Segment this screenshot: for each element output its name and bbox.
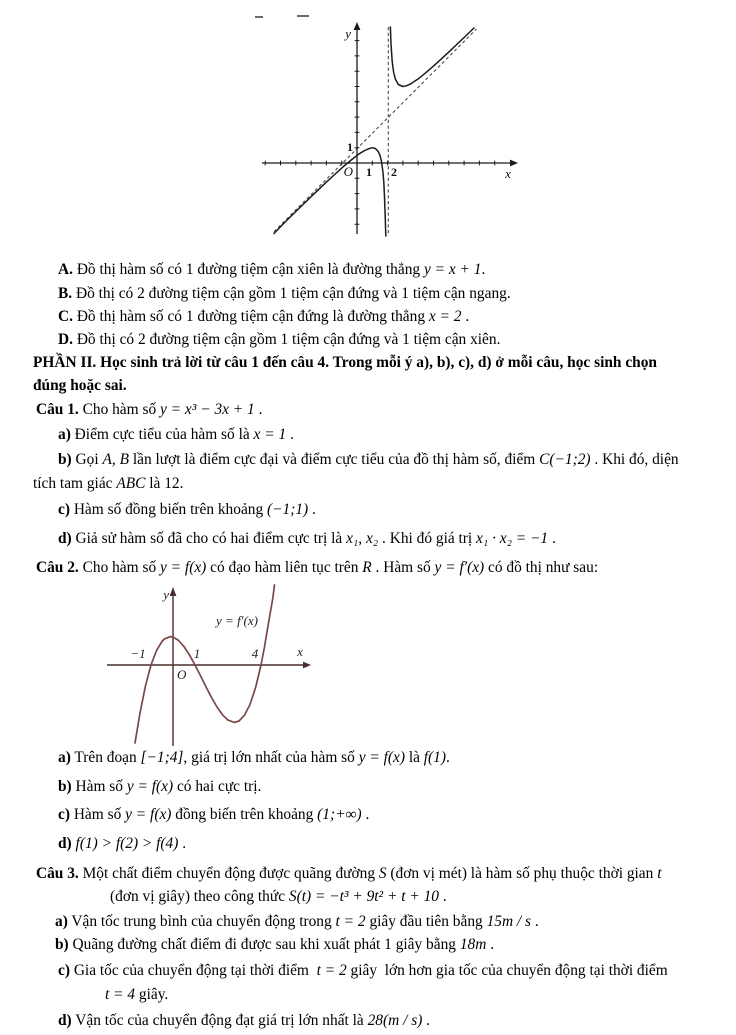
part2-header-line1: PHẦN II. Học sinh trả lời từ câu 1 đến câu 4. Trong mỗi ý a), b), c), d) ở mỗi câu, học sinh chọn (33, 354, 657, 371)
option-d: D. Đồ thị có 2 đường tiệm cận gồm 1 tiệm cận đứng và 1 tiệm cận xiên. (58, 331, 501, 348)
y-axis-arrow-icon (170, 587, 177, 596)
option-a: A. Đồ thị hàm số có 1 đường tiệm cận xiên là đường thẳng y = x + 1. (58, 261, 486, 278)
page-artifact-dashes (255, 16, 309, 17)
q3-c-line2: t = 4 giây. (105, 986, 169, 1003)
graph1-origin-label: O (343, 164, 353, 179)
q3-a: a) Vận tốc trung bình của chuyển động trong t = 2 giây đầu tiên bằng 15m / s . (55, 913, 539, 930)
graph2-x-label: x (297, 644, 303, 659)
q1-c: c) Hàm số đồng biến trên khoảng (−1;1) . (58, 501, 316, 518)
graph1-axes (262, 28, 510, 234)
q3-stem-line2: (đơn vị giây) theo công thức S(t) = −t³ + 9t² + t + 10 . (110, 888, 447, 905)
graph1-y-label: y (345, 26, 351, 41)
q1-b-line1: b) Gọi A, B lần lượt là điểm cực đại và điểm cực tiểu của đồ thị hàm số, điểm C(−1;2) . Khi đó, diện (58, 451, 679, 468)
q2-b: b) Hàm số y = f(x) có hai cực trị. (58, 778, 262, 795)
option-c: C. Đồ thị hàm số có 1 đường tiệm cận đứng là đường thẳng x = 2 . (58, 308, 470, 325)
oblique-asymptote-dashed (274, 29, 477, 232)
f-prime-curve (135, 585, 275, 743)
q1-d: d) Giả sử hàm số đã cho có hai điểm cực trị là x₁, x₂ . Khi đó giá trị x₁ · x₂ = −1 . (58, 530, 556, 547)
function-graph-1 (250, 14, 530, 242)
curve-left-branch (274, 148, 386, 236)
x-axis-arrow-icon (303, 662, 311, 669)
q2-c: c) Hàm số y = f(x) đồng biến trên khoảng (1;+∞) . (58, 806, 370, 823)
q3-d: d) Vận tốc của chuyển động đạt giá trị lớn nhất là 28(m / s) . (58, 1012, 431, 1029)
graph2-origin-label: O (177, 667, 187, 682)
q2-a: a) Trên đoạn [−1;4], giá trị lớn nhất của hàm số y = f(x) là f(1). (58, 749, 450, 766)
graph2-y-label: y (163, 587, 169, 602)
graph2-xtick-m1-label: −1 (130, 646, 146, 661)
q3-stem-line1: Câu 3. Một chất điểm chuyển động được quãng đường S (đơn vị mét) là hàm số phụ thuộc thời gian t (36, 865, 662, 882)
graph2-curve-label: y = f′(x) (216, 613, 258, 628)
q1-b-line2: tích tam giác ABC là 12. (33, 475, 184, 492)
graph2-axes (107, 594, 303, 746)
part2-header-line2: đúng hoặc sai. (33, 377, 127, 394)
graph1-xtick2-label: 2 (391, 165, 397, 179)
graph2-xtick-1-label: 1 (193, 646, 201, 661)
q3-c-line1: c) Gia tốc của chuyển động tại thời điểm t = 2 giây lớn hơn gia tốc của chuyển động tại thời điểm (58, 962, 668, 979)
option-b: B. Đồ thị có 2 đường tiệm cận gồm 1 tiệm cận đứng và 1 tiệm cận ngang. (58, 285, 511, 302)
q1-stem: Câu 1. Cho hàm số y = x³ − 3x + 1 . (36, 401, 263, 418)
curve-right-branch (390, 27, 474, 87)
graph1-xtick1-label: 1 (366, 165, 372, 179)
q2-stem: Câu 2. Cho hàm số y = f(x) có đạo hàm liên tục trên R . Hàm số y = f′(x) có đồ thị như sau: (36, 559, 599, 576)
q3-b: b) Quãng đường chất điểm đi được sau khi xuất phát 1 giây bằng 18m . (55, 936, 495, 953)
x-axis-arrow-icon (510, 160, 518, 167)
q2-d: d) f(1) > f(2) > f(4) . (58, 835, 187, 852)
graph1-x-label: x (505, 166, 511, 181)
graph1-tick-marks (265, 41, 495, 225)
y-axis-arrow-icon (354, 22, 361, 30)
function-graph-2 (93, 580, 321, 750)
graph2-xtick-4-label: 4 (251, 646, 259, 661)
q1-a: a) Điểm cực tiểu của hàm số là x = 1 . (58, 426, 294, 443)
graph1-ytick1-label: 1 (347, 140, 353, 154)
